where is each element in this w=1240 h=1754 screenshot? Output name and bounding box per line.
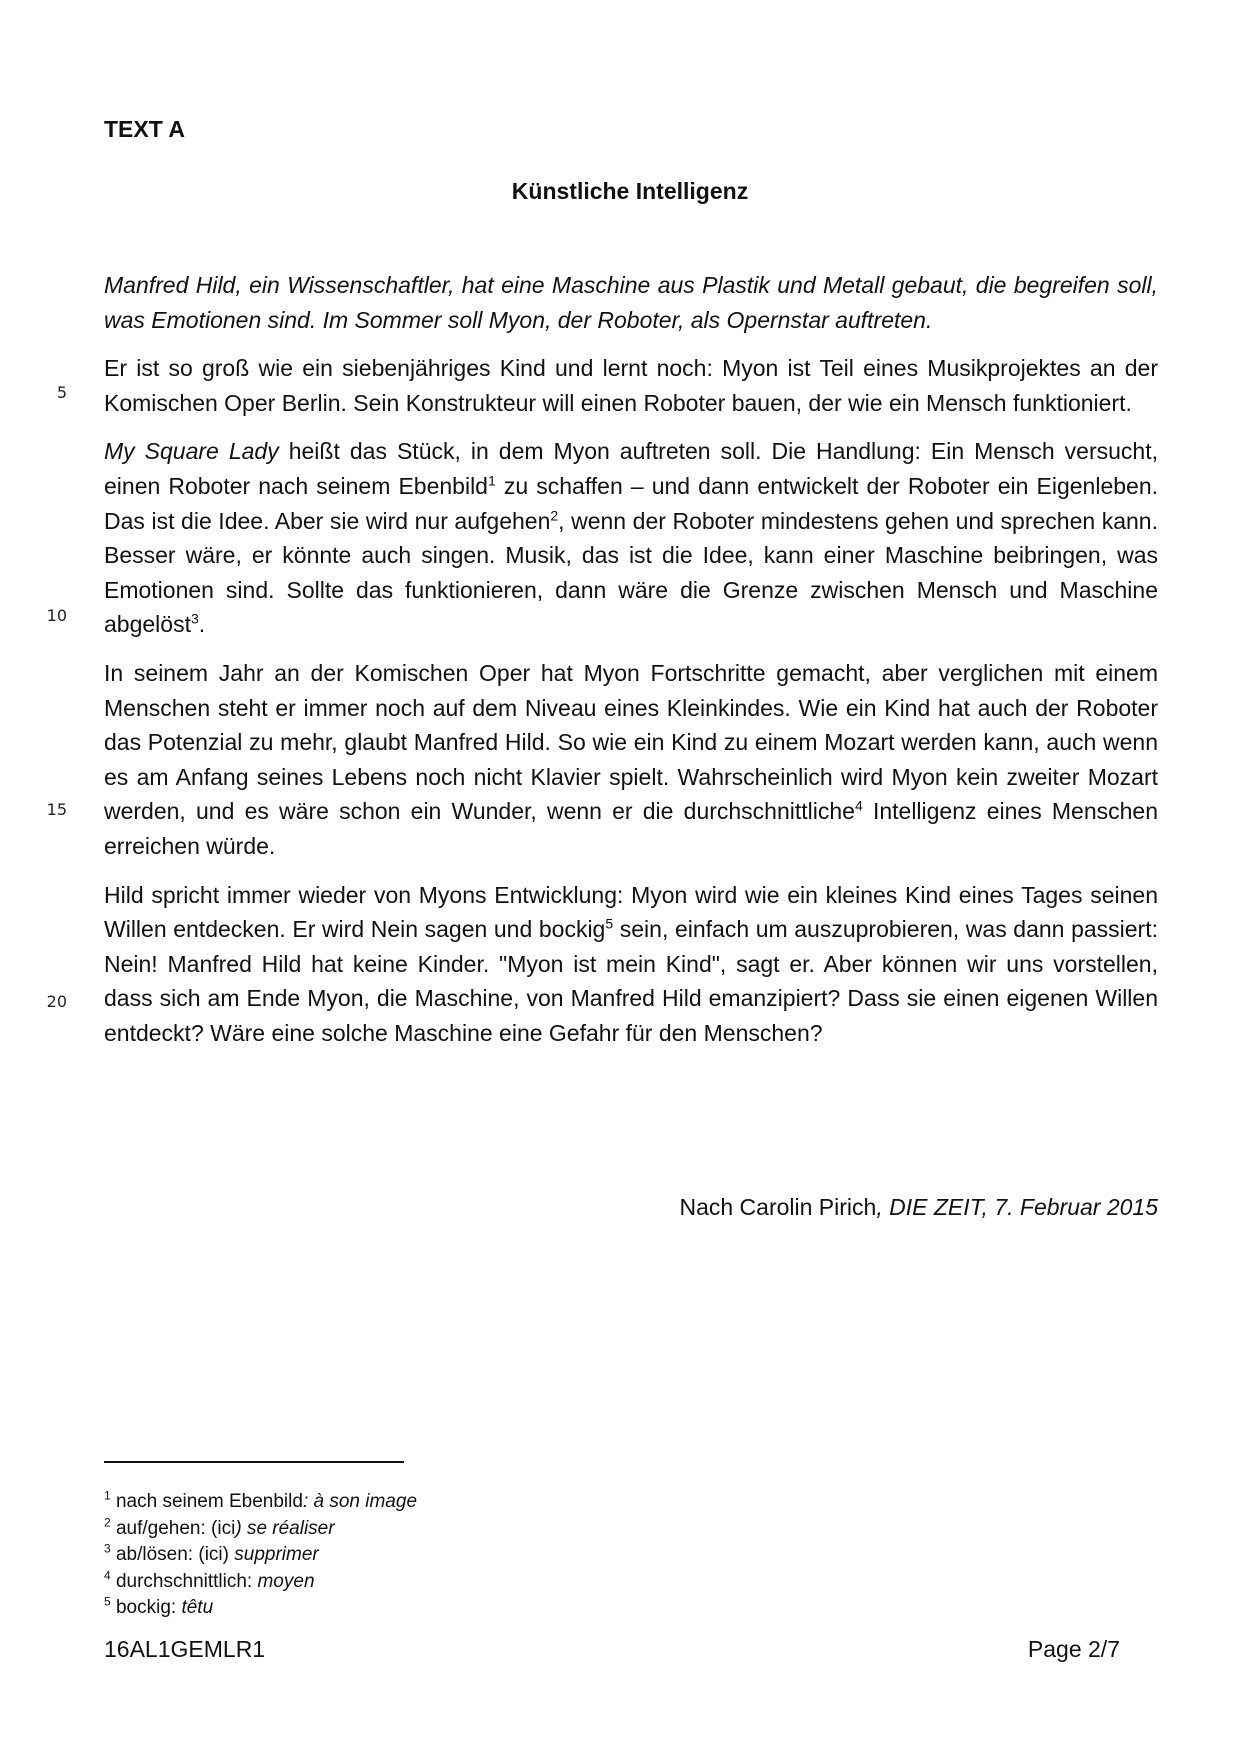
footnote-gloss: se réaliser: [246, 1517, 335, 1539]
footnote-number: 1: [104, 1488, 111, 1503]
footnote-ref: 2: [550, 506, 559, 523]
footnote-number: 2: [104, 1515, 111, 1530]
line-number: 20: [46, 992, 67, 1011]
paragraph-3: [104, 656, 1158, 864]
footnote-number: 3: [104, 1541, 111, 1556]
paragraph-2: [104, 434, 1158, 642]
footnote-term: auf/gehen: (ici: [115, 1517, 236, 1539]
line-number: 15: [46, 800, 67, 819]
intro-paragraph: Manfred Hild, ein Wissenschaftler, hat eine Maschine aus Plastik und Metall gebaut, die begreifen soll, was Emotionen sind. Im Sommer soll Myon, der Roboter, als Opernstar auftreten.: [104, 272, 1158, 333]
line-number: 10: [46, 606, 67, 625]
footnote-gloss: têtu: [181, 1597, 214, 1618]
footnote-term: nach seinem Ebenbild: [115, 1491, 303, 1512]
text-label: TEXT A: [104, 116, 185, 142]
paragraph-4: [104, 878, 1158, 1051]
footnote-item: [104, 1516, 417, 1543]
footnote-item: [104, 1595, 417, 1622]
footnote-item: [104, 1569, 417, 1596]
paragraph-text: zu schaffen – und dann entwickelt der Roboter ein Eigenleben. Das ist die Idee. Aber sie wird nur aufgehen: [104, 472, 1159, 534]
footnote-ref: 5: [605, 915, 614, 932]
footnote-term: durchschnittlich:: [115, 1570, 258, 1592]
footnote-list: [104, 1489, 417, 1622]
page-number: Page 2/7: [1027, 1636, 1120, 1662]
footnote-gloss: moyen: [257, 1570, 315, 1592]
paragraph-text: heißt das Stück, in dem Myon auftreten soll. Die Handlung: Ein Mensch versucht, einen Roboter nach seinem Ebenbild: [104, 438, 1158, 499]
footnote-gloss: supprimer: [234, 1544, 319, 1565]
footnote-ref: 4: [854, 797, 863, 814]
source-citation: [679, 1194, 1158, 1221]
source-publication: , DIE ZEIT, 7. Februar 2015: [876, 1194, 1158, 1220]
footnote-number: 4: [104, 1568, 111, 1583]
document-code: 16AL1GEMLR1: [104, 1636, 266, 1662]
line-number: 5: [56, 383, 67, 402]
footnote-gloss: à son image: [313, 1491, 418, 1512]
footnote-ref: 3: [190, 610, 199, 627]
paragraph-text: , wenn der Roboter mindestens gehen und sprechen kann. Besser wäre, er könnte auch singen. Musik, das ist die Idee, kann einer Maschine beibringen, was Emotionen sind. Sollte das funktionieren, dann wäre die Grenze zwischen Mensch und Maschine abgelöst: [104, 507, 1158, 638]
page-title: Künstliche Intelligenz: [511, 178, 749, 204]
footnote-term: ab/lösen: (ici): [115, 1544, 235, 1565]
footnote-ref: 1: [487, 472, 496, 489]
article-body: [104, 268, 1158, 1064]
footnote-divider: [104, 1461, 404, 1463]
footnote-separator: ): [235, 1517, 247, 1539]
paragraph-text: sein, einfach um auszuprobieren, was dann passiert: Nein! Manfred Hild hat keine Kinder. "Myon ist mein Kind", sagt er. Aber können wir uns vorstellen, dass sich am Ende Myon, die Maschine, von Manfred Hild emanzipiert? Dass sie einen eigenen Willen entdeckt? Wäre eine solche Maschine eine Gefahr für den Menschen?: [104, 916, 1158, 1046]
footnote-term: bockig:: [115, 1597, 182, 1618]
paragraph-text: Intelligenz eines Menschen erreichen würde.: [104, 798, 1158, 859]
paragraph-text: Hild spricht immer wieder von Myons Entwicklung: Myon wird wie ein kleines Kind eines Tages seinen Willen entdecken. Er wird Nein sagen und bockig: [104, 881, 1158, 943]
footnote-number: 5: [104, 1594, 111, 1609]
paragraph-1: Er ist so groß wie ein siebenjähriges Kind und lernt noch: Myon ist Teil eines Musikprojektes an der Komischen Oper Berlin. Sein Konstrukteur will einen Roboter bauen, der wie ein Mensch funktioniert.: [104, 355, 1158, 416]
footnote-item: [104, 1489, 417, 1516]
footnote-item: [104, 1542, 417, 1569]
footnote-separator: :: [302, 1491, 314, 1512]
paragraph-text: .: [198, 611, 206, 638]
source-author: Nach Carolin Pirich: [679, 1194, 877, 1220]
paragraph-text: In seinem Jahr an der Komischen Oper hat Myon Fortschritte gemacht, aber verglichen mit einem Menschen steht er immer noch auf dem Niveau eines Kleinkindes. Wie ein Kind hat auch der Roboter das Potenzial zu mehr, glaubt Manfred Hild. So wie ein Kind zu einem Mozart werden kann, auch wenn es am Anfang seines Lebens noch nicht Klavier spielt. Wahrscheinlich wird Myon kein zweiter Mozart werden, und es wäre schon ein Wunder, wenn er die durchschnittliche: [104, 659, 1158, 825]
play-title: My Square Lady: [104, 438, 279, 465]
